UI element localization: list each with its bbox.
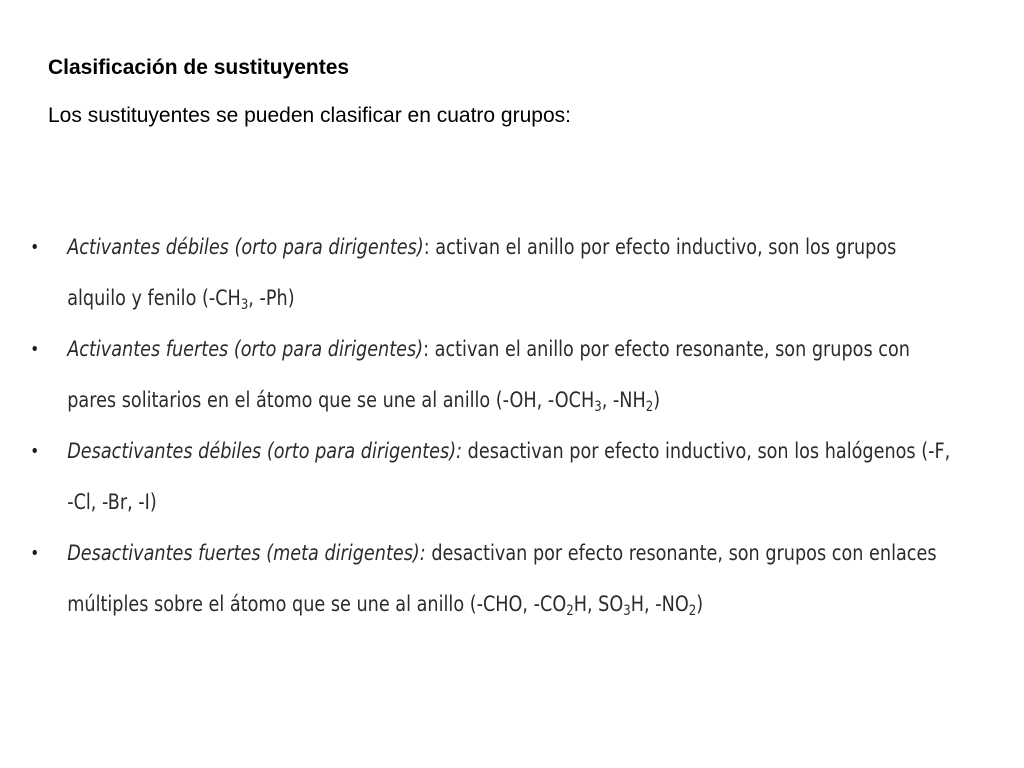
subscript: 2 <box>688 603 697 619</box>
list-item-weak-activators <box>0 222 953 324</box>
subscript: 3 <box>594 399 602 415</box>
bullet-icon: • <box>30 441 40 462</box>
bullet-icon: • <box>30 237 40 258</box>
group-description: activan el anillo por efecto inductivo, son los grupos alquilo y fenilo ($-CH_3$, -Ph) <box>67 235 897 313</box>
list-item-weak-deactivators <box>0 426 953 528</box>
intro-text: Los sustituyentes se pueden clasificar en cuatro grupos: <box>48 104 571 127</box>
group-description: desactivan por efecto inductivo, son los halógenos (-F, -Cl, -Br, -I) <box>67 439 951 514</box>
bullet-icon: • <box>30 543 40 564</box>
group-term: Activantes fuertes (orto para dirigentes) <box>67 337 424 361</box>
list-item-strong-activators <box>0 324 953 426</box>
group-description: activan el anillo por efecto resonante, son grupos con pares solitarios en el átomo que se une al anillo (-OH, $-OCH_3$, $-NH_2$) <box>67 337 910 415</box>
subscript: 3 <box>623 603 631 619</box>
group-term: Desactivantes fuertes (meta dirigentes): <box>67 541 426 565</box>
list-item-strong-deactivators <box>0 528 953 630</box>
group-term: Desactivantes débiles (orto para dirigentes): <box>67 439 463 463</box>
term-separator: : <box>423 337 430 361</box>
subscript: 2 <box>645 399 654 415</box>
term-separator: : <box>423 235 430 259</box>
group-description: desactivan por efecto resonante, son grupos con enlaces múltiples sobre el átomo que se une al anillo (-CHO, $-CO_2H$, $SO_3H$, $-NO_2$) <box>67 541 937 619</box>
substituent-groups-list <box>0 222 951 630</box>
subscript: 2 <box>566 603 574 619</box>
bullet-icon: • <box>30 339 40 360</box>
group-term: Activantes débiles (orto para dirigentes) <box>67 235 424 259</box>
subscript: 3 <box>240 297 249 313</box>
slide-title: Clasificación de sustituyentes <box>48 56 350 79</box>
